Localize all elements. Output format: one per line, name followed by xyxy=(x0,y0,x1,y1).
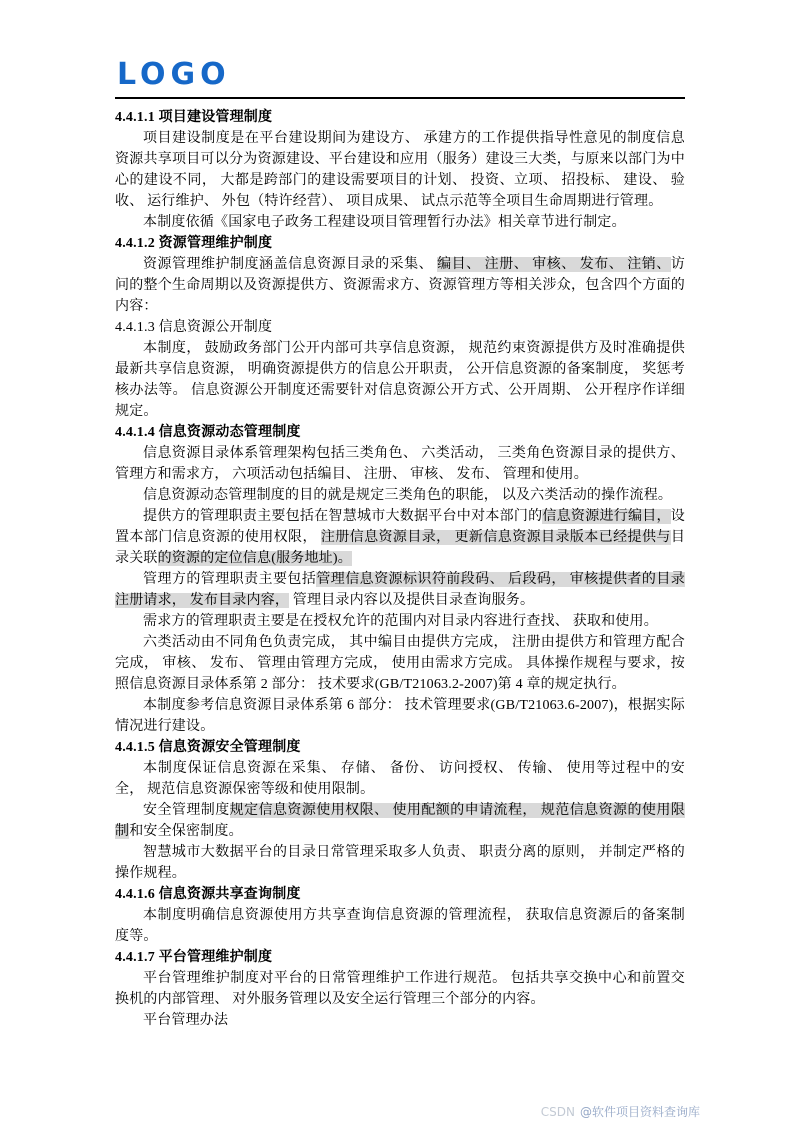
text-run: 本制度保证信息资源在采集、 存储、 备份、 访问授权、 传输、 使用等过程中的安全， 规范信息资源保密等级和使用限制。 xyxy=(115,761,685,797)
section-heading: 4.4.1.6 信息资源共享查询制度 xyxy=(115,887,301,902)
paragraph xyxy=(115,611,685,632)
highlighted-text-run: 的资源的定位信息(服务地址)。 xyxy=(157,551,352,566)
section-heading: 4.4.1.5 信息资源安全管理制度 xyxy=(115,740,301,755)
highlighted-text-run: 编目、 注册、 审核、 发布、 注销、 xyxy=(437,257,671,272)
highlighted-text-run: 规定信息资源使用权限、 使用配额的申请流程， 规范信息资源的使用限制 xyxy=(115,803,685,839)
paragraph xyxy=(115,506,685,569)
text-run: 目录关联 xyxy=(115,530,686,566)
paragraph xyxy=(115,212,685,233)
paragraph xyxy=(115,968,685,1010)
text-run: 本制度明确信息资源使用方共享查询信息资源的管理流程， 获取信息资源后的备案制度等。 xyxy=(115,908,685,944)
watermark xyxy=(541,1103,700,1120)
highlighted-text-run: 信息资源进行编目， xyxy=(542,509,671,524)
logo: LOGO xyxy=(117,57,231,92)
paragraph xyxy=(115,695,685,737)
paragraph xyxy=(115,254,685,317)
text-run: 本制度参考信息资源目录体系第 6 部分： 技术管理要求(GB/T21063.6-2007)，根据实际情况进行建设。 xyxy=(115,698,685,734)
text-run: 本制度， 鼓励政务部门公开内部可共享信息资源， 规范约束资源提供方及时准确提供最新共享信息资源， 明确资源提供方的信息公开职责， 公开信息资源的备案制度， 奖惩考核办法等。 信息资源公开制度还需要针对信息资源公开方式、公开周期、 公开程序作详细规定。 xyxy=(115,341,685,419)
section-heading: 4.4.1.1 项目建设管理制度 xyxy=(115,110,273,125)
paragraph xyxy=(115,485,685,506)
text-run: 智慧城市大数据平台的目录日常管理采取多人负责、 职责分离的原则， 并制定严格的操作规程。 xyxy=(115,845,685,881)
text-run: 设置本部门信息资源的使用权限， xyxy=(115,509,685,545)
text-run: 本制度依循《国家电子政务工程建设项目管理暂行办法》相关章节进行制定。 xyxy=(143,215,626,230)
text-run: 管理方的管理职责主要包括 xyxy=(143,572,317,587)
text-run: 平台管理维护制度对平台的日常管理维护工作进行规范。 包括共享交换中心和前置交换机的内部管理、 对外服务管理以及安全运行管理三个部分的内容。 xyxy=(115,971,685,1007)
paragraph xyxy=(115,569,685,611)
text-run: 管理目录内容以及提供目录查询服务。 xyxy=(289,593,535,608)
section-heading: 4.4.1.3 信息资源公开制度 xyxy=(115,320,273,335)
text-run: 平台管理办法 xyxy=(143,1013,229,1028)
text-run: 项目建设制度是在平台建设期间为建设方、 承建方的工作提供指导性意见的制度信息资源共享项目可以分为资源建设、平台建设和应用（服务）建设三大类，与原来以部门为中心的建设不同， 大都是跨部门的建设需要项目的计划、 投资、立项、 招投标、 建设、 验收、 运行维护、 外包（特许经营）、 项目成果、 试点示范等全项目生命周期进行管理。 xyxy=(115,131,685,209)
paragraph xyxy=(115,128,685,212)
paragraph xyxy=(115,1010,685,1031)
text-run: 提供方的管理职责主要包括在智慧城市大数据平台中对本部门的 xyxy=(143,509,543,524)
text-run: 信息资源目录体系管理架构包括三类角色、 六类活动， 三类角色资源目录的提供方、管理方和需求方， 六项活动包括编目、 注册、 审核、 发布、 管理和使用。 xyxy=(115,446,685,482)
paragraph xyxy=(115,443,685,485)
document-sections xyxy=(115,99,685,1031)
text-run: 信息资源动态管理制度的目的就是规定三类角色的职能， 以及六类活动的操作流程。 xyxy=(143,488,673,503)
highlighted-text-run: 管理信息资源标识符前段码、 后段码， 审核提供者的目录注册请求， 发布目录内容， xyxy=(115,572,685,608)
section-heading: 4.4.1.2 资源管理维护制度 xyxy=(115,236,273,251)
text-run: 安全管理制度 xyxy=(143,803,230,818)
paragraph xyxy=(115,842,685,884)
watermark-csdn: CSDN xyxy=(540,1105,575,1119)
content-area xyxy=(115,58,685,1031)
text-run: 访问的整个生命周期以及资源提供方、资源需求方、资源管理方等相关涉众，包含四个方面的内容： xyxy=(115,257,685,314)
highlighted-text-run: 注册信息资源目录， 更新信息资源目录版本已经提供与 xyxy=(320,530,671,545)
paragraph xyxy=(115,800,685,842)
text-run: 资源管理维护制度涵盖信息资源目录的采集、 xyxy=(143,257,438,272)
text-run: 六类活动由不同角色负责完成， 其中编目由提供方完成， 注册由提供方和管理方配合完成， 审核、 发布、 管理由管理方完成， 使用由需求方完成。 具体操作规程与要求，按照信息资源目录体系第 2 部分： 技术要求(GB/T21063.2-2007)第 4 章的规定执行。 xyxy=(115,635,685,692)
paragraph xyxy=(115,338,685,422)
paragraph xyxy=(115,905,685,947)
text-run: 和安全保密制度。 xyxy=(129,824,243,839)
section-heading: 4.4.1.4 信息资源动态管理制度 xyxy=(115,425,301,440)
section-heading: 4.4.1.7 平台管理维护制度 xyxy=(115,950,273,965)
watermark-handle: @软件项目资料查询库 xyxy=(579,1105,700,1119)
text-run: 需求方的管理职责主要是在授权允许的范围内对目录内容进行查找、 获取和使用。 xyxy=(143,614,658,629)
paragraph xyxy=(115,758,685,800)
paragraph xyxy=(115,632,685,695)
